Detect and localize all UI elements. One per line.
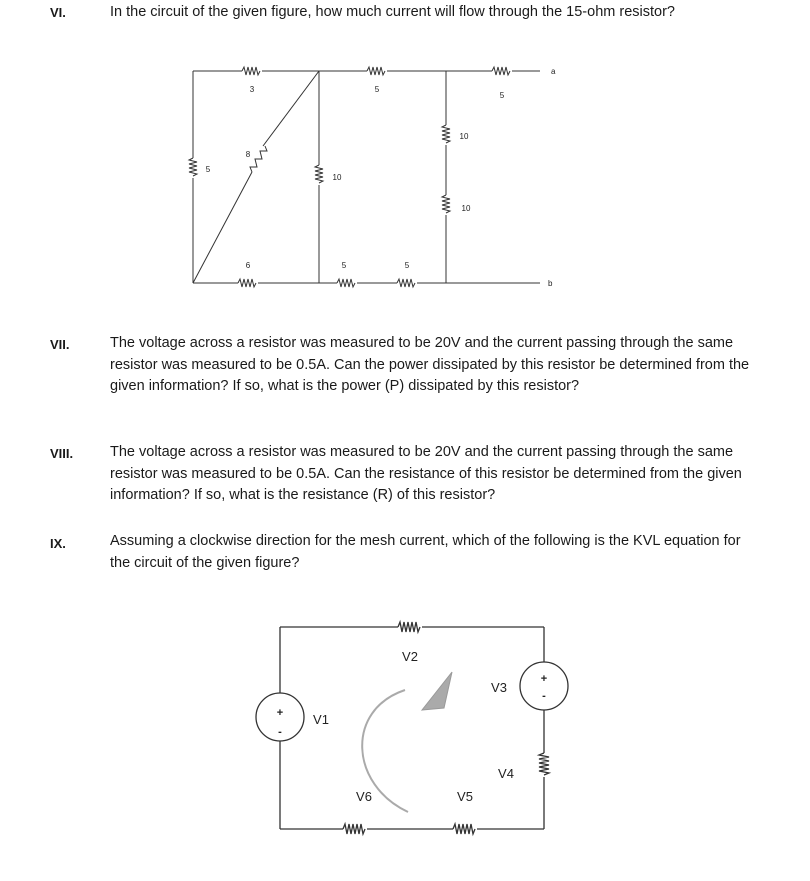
label-v6: V6: [356, 789, 372, 804]
question-text-vii: The voltage across a resistor was measured to be 20V and the current passing through the same resistor was measured to be 0.5A. Can the power dissipated by this resistor be determined from the given information? If so, what is the power (P) dissipated by this resistor?: [110, 335, 750, 394]
label-v4: V4: [498, 766, 514, 781]
label-left: 5: [205, 165, 211, 174]
label-v3: V3: [491, 680, 507, 695]
question-number-vi: VI.: [50, 5, 66, 20]
label-bottom-left: 6: [245, 261, 251, 270]
source-left-minus: -: [278, 726, 282, 738]
label-mid-vertical: 10: [332, 173, 342, 182]
resistor-v6: [343, 824, 365, 834]
voltage-source-right: [520, 662, 568, 710]
resistor-v5: [453, 824, 475, 834]
label-bottom-mid1: 5: [341, 261, 347, 270]
label-top-left: 3: [249, 85, 255, 94]
source-right-minus: -: [542, 690, 546, 702]
source-right-plus: +: [540, 673, 548, 685]
label-v5: V5: [457, 789, 473, 804]
resistor-v4: [539, 753, 549, 775]
label-top-mid: 5: [374, 85, 380, 94]
label-top-right: 5: [499, 91, 505, 100]
source-left-plus: +: [276, 707, 284, 719]
label-v1: V1: [313, 712, 329, 727]
terminal-a: a: [551, 67, 556, 76]
terminal-b: b: [548, 279, 553, 288]
question-number-viii: VIII.: [50, 446, 74, 461]
label-diagonal: 8: [245, 150, 251, 159]
mesh-current-arrowhead-icon: [422, 672, 452, 710]
label-right-upper: 10: [459, 132, 469, 141]
question-number-ix: IX.: [50, 536, 66, 551]
label-bottom-mid2: 5: [404, 261, 410, 270]
question-text-vi: In the circuit of the given figure, how much current will flow through the 15-ohm resistor?: [110, 4, 675, 20]
label-right-lower: 10: [461, 204, 471, 213]
label-v2: V2: [402, 649, 418, 664]
question-number-vii: VII.: [50, 337, 70, 352]
question-text-viii: The voltage across a resistor was measured to be 20V and the current passing through the same resistor was measured to be 0.5A. Can the resistance of this resistor be determined from the given information? If so, what is the resistance (R) of this resistor?: [110, 444, 742, 503]
question-text-ix: Assuming a clockwise direction for the mesh current, which of the following is the KVL equation for the circuit of the given figure?: [110, 533, 741, 571]
resistor-v2: [398, 622, 420, 632]
